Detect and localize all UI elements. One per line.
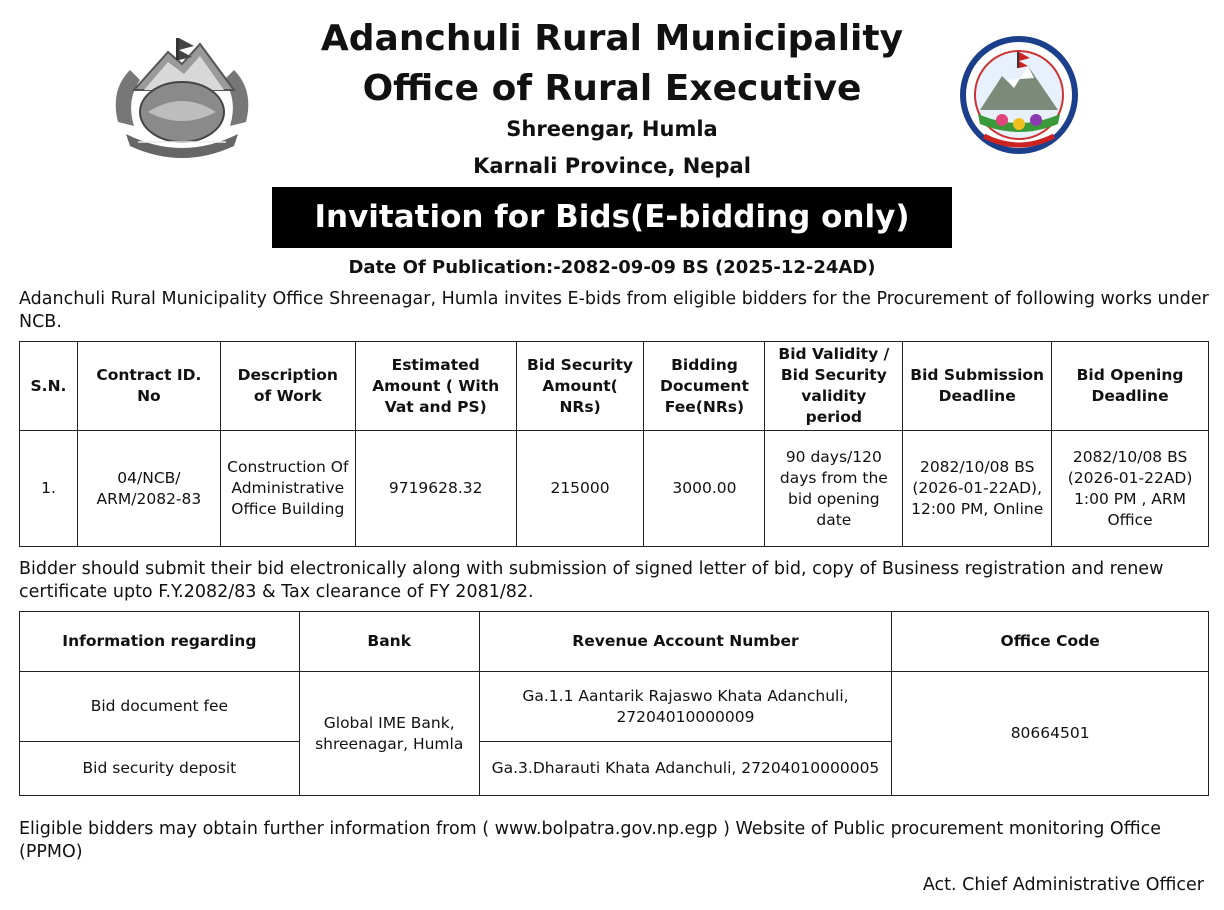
header-information: Information regarding [20, 612, 300, 672]
cell-account-internal-revenue: Ga.1.1 Aantarik Rajaswo Khata Adanchuli, 27204010000009 [479, 672, 892, 742]
cell-contract-id: 04/NCB/ ARM/2082-83 [77, 431, 220, 547]
header-document-fee: Bidding Document Fee(NRs) [644, 342, 765, 431]
intro-paragraph: Adanchuli Rural Municipality Office Shreenagar, Humla invites E-bids from eligible bidders for the Procurement of following works under NCB. [19, 289, 1209, 332]
cell-description: Construction Of Administrative Office Building [220, 431, 355, 547]
cell-bid-validity: 90 days/120 days from the bid opening date [765, 431, 903, 547]
signature-title: Act. Chief Administrative Officer [922, 875, 1204, 895]
cell-bank-name: Global IME Bank, shreenagar, Humla [299, 672, 479, 796]
bid-table-header-row [20, 342, 1209, 431]
table-row [20, 672, 1209, 742]
bank-table-header-row [20, 612, 1209, 672]
notice-title: Invitation for Bids(E-bidding only) [272, 187, 952, 248]
office-name: Office of Rural Executive [362, 68, 862, 109]
header-description: Description of Work [220, 342, 355, 431]
bid-details-table [19, 341, 1209, 547]
cell-opening-deadline: 2082/10/08 BS (2026-01-22AD) 1:00 PM , ARM Office [1052, 431, 1209, 547]
cell-document-fee: 3000.00 [644, 431, 765, 547]
table-row [20, 431, 1209, 547]
header-estimated-amount: Estimated Amount ( With Vat and PS) [355, 342, 516, 431]
municipality-name: Adanchuli Rural Municipality [320, 18, 904, 59]
submission-note: Bidder should submit their bid electronically along with submission of signed letter of bid, copy of Business registration and renew certificate upto F.Y.2082/83 & Tax clearance of FY 2081/82. [19, 559, 1164, 602]
cell-bid-security-deposit: Bid security deposit [20, 742, 300, 796]
header-contract-id: Contract ID. No [77, 342, 220, 431]
header-bid-security: Bid Security Amount( NRs) [516, 342, 644, 431]
header-opening-deadline: Bid Opening Deadline [1052, 342, 1209, 431]
publication-date: Date Of Publication:-2082-09-09 BS (2025-12-24AD) [348, 257, 876, 278]
cell-submission-deadline: 2082/10/08 BS (2026-01-22AD), 12:00 PM, Online [903, 431, 1052, 547]
header-bid-validity: Bid Validity / Bid Security validity period [765, 342, 903, 431]
province-name: Karnali Province, Nepal [473, 154, 751, 178]
cell-estimated-amount: 9719628.32 [355, 431, 516, 547]
cell-bid-document-fee: Bid document fee [20, 672, 300, 742]
header-submission-deadline: Bid Submission Deadline [903, 342, 1052, 431]
cell-account-deposit: Ga.3.Dharauti Khata Adanchuli, 27204010000005 [479, 742, 892, 796]
cell-bid-security: 215000 [516, 431, 644, 547]
cell-sn: 1. [20, 431, 78, 547]
cell-office-code: 80664501 [892, 672, 1209, 796]
header-revenue-account: Revenue Account Number [479, 612, 892, 672]
header-office-code: Office Code [892, 612, 1209, 672]
office-location: Shreengar, Humla [506, 117, 718, 141]
bank-details-table [19, 611, 1209, 796]
header-sn: S.N. [20, 342, 78, 431]
header-bank: Bank [299, 612, 479, 672]
footer-note: Eligible bidders may obtain further information from ( www.bolpatra.gov.np.egp ) Website of Public procurement monitoring Office (PPMO) [19, 819, 1162, 862]
